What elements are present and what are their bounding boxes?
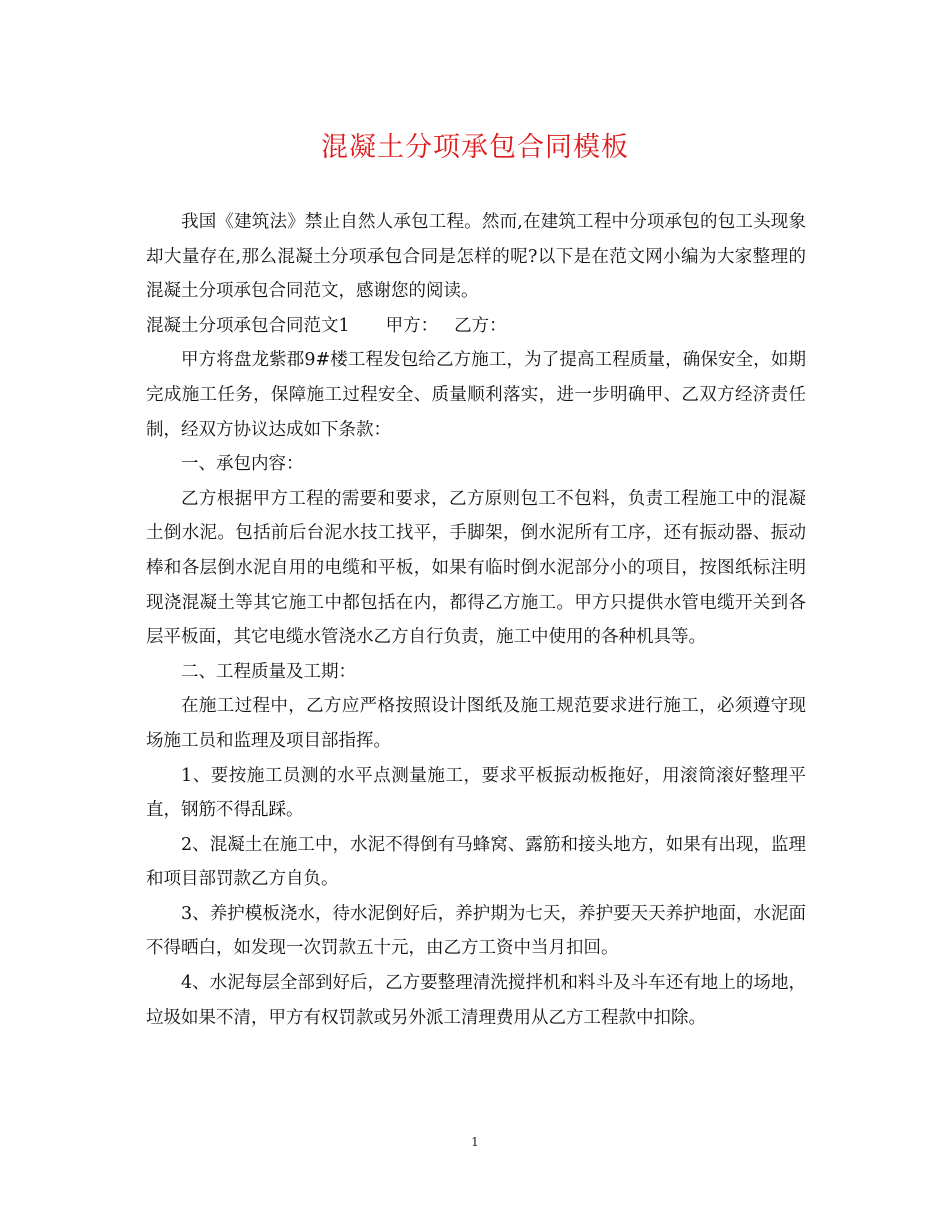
- page-number: 1: [471, 1135, 479, 1149]
- contract-heading-line: [146, 309, 806, 344]
- party-a-label: 甲方：: [385, 315, 439, 336]
- contract-heading: 混凝土分项承包合同范文1: [146, 315, 350, 336]
- section-heading-scope: 一、承包内容：: [181, 454, 304, 475]
- document-body: [146, 205, 806, 1035]
- section-heading-quality: 二、工程质量及工期：: [181, 661, 356, 682]
- preamble-paragraph: 甲方将盘龙紫郡9#楼工程发包给乙方施工，为了提高工程质量，确保安全，如期完成施工任务，保障施工过程安全、质量顺利落实，进一步明确甲、乙双方经济责任制，经双方协议达成如下条款：: [146, 350, 806, 440]
- party-b-label: 乙方：: [454, 315, 507, 336]
- document-title: 混凝土分项承包合同模板: [321, 132, 629, 163]
- clause-2: 2、混凝土在施工中，水泥不得倒有马蜂窝、露筋和接头地方，如果有出现，监理和项目部罚款乙方自负。: [146, 834, 806, 890]
- clause-4: 4、水泥每层全部到好后，乙方要整理清洗搅拌机和料斗及斗车还有地上的场地，垃圾如果不清，甲方有权罚款或另外派工清理费用从乙方工程款中扣除。: [146, 973, 806, 1028]
- clause-1: 1、要按施工员测的水平点测量施工，要求平板振动板拖好，用滚筒滚好整理平直，钢筋不得乱踩。: [146, 765, 806, 821]
- intro-paragraph: 我国《建筑法》禁止自然人承包工程。然而,在建筑工程中分项承包的包工头现象却大量存在,那么混凝土分项承包合同是怎样的呢?以下是在范文网小编为大家整理的混凝土分项承包合同范文，感谢您的阅读。: [146, 212, 806, 302]
- clause-3: 3、养护模板浇水，待水泥倒好后，养护期为七天，养护要天天养护地面，水泥面不得晒白，如发现一次罚款五十元，由乙方工资中当月扣回。: [146, 903, 806, 959]
- scope-paragraph: 乙方根据甲方工程的需要和要求，乙方原则包工不包料，负责工程施工中的混凝土倒水泥。包括前后台泥水技工找平，手脚架，倒水泥所有工序，还有振动器、振动棒和各层倒水泥自用的电缆和平板，如果有临时倒水泥部分小的项目，按图纸标注明现浇混凝土等其它施工中都包括在内，都得乙方施工。甲方只提供水管电缆开关到各层平板面，其它电缆水管浇水乙方自行负责，施工中使用的各种机具等。: [146, 488, 806, 648]
- quality-paragraph: 在施工过程中，乙方应严格按照设计图纸及施工规范要求进行施工，必须遵守现场施工员和监理及项目部指挥。: [146, 696, 806, 751]
